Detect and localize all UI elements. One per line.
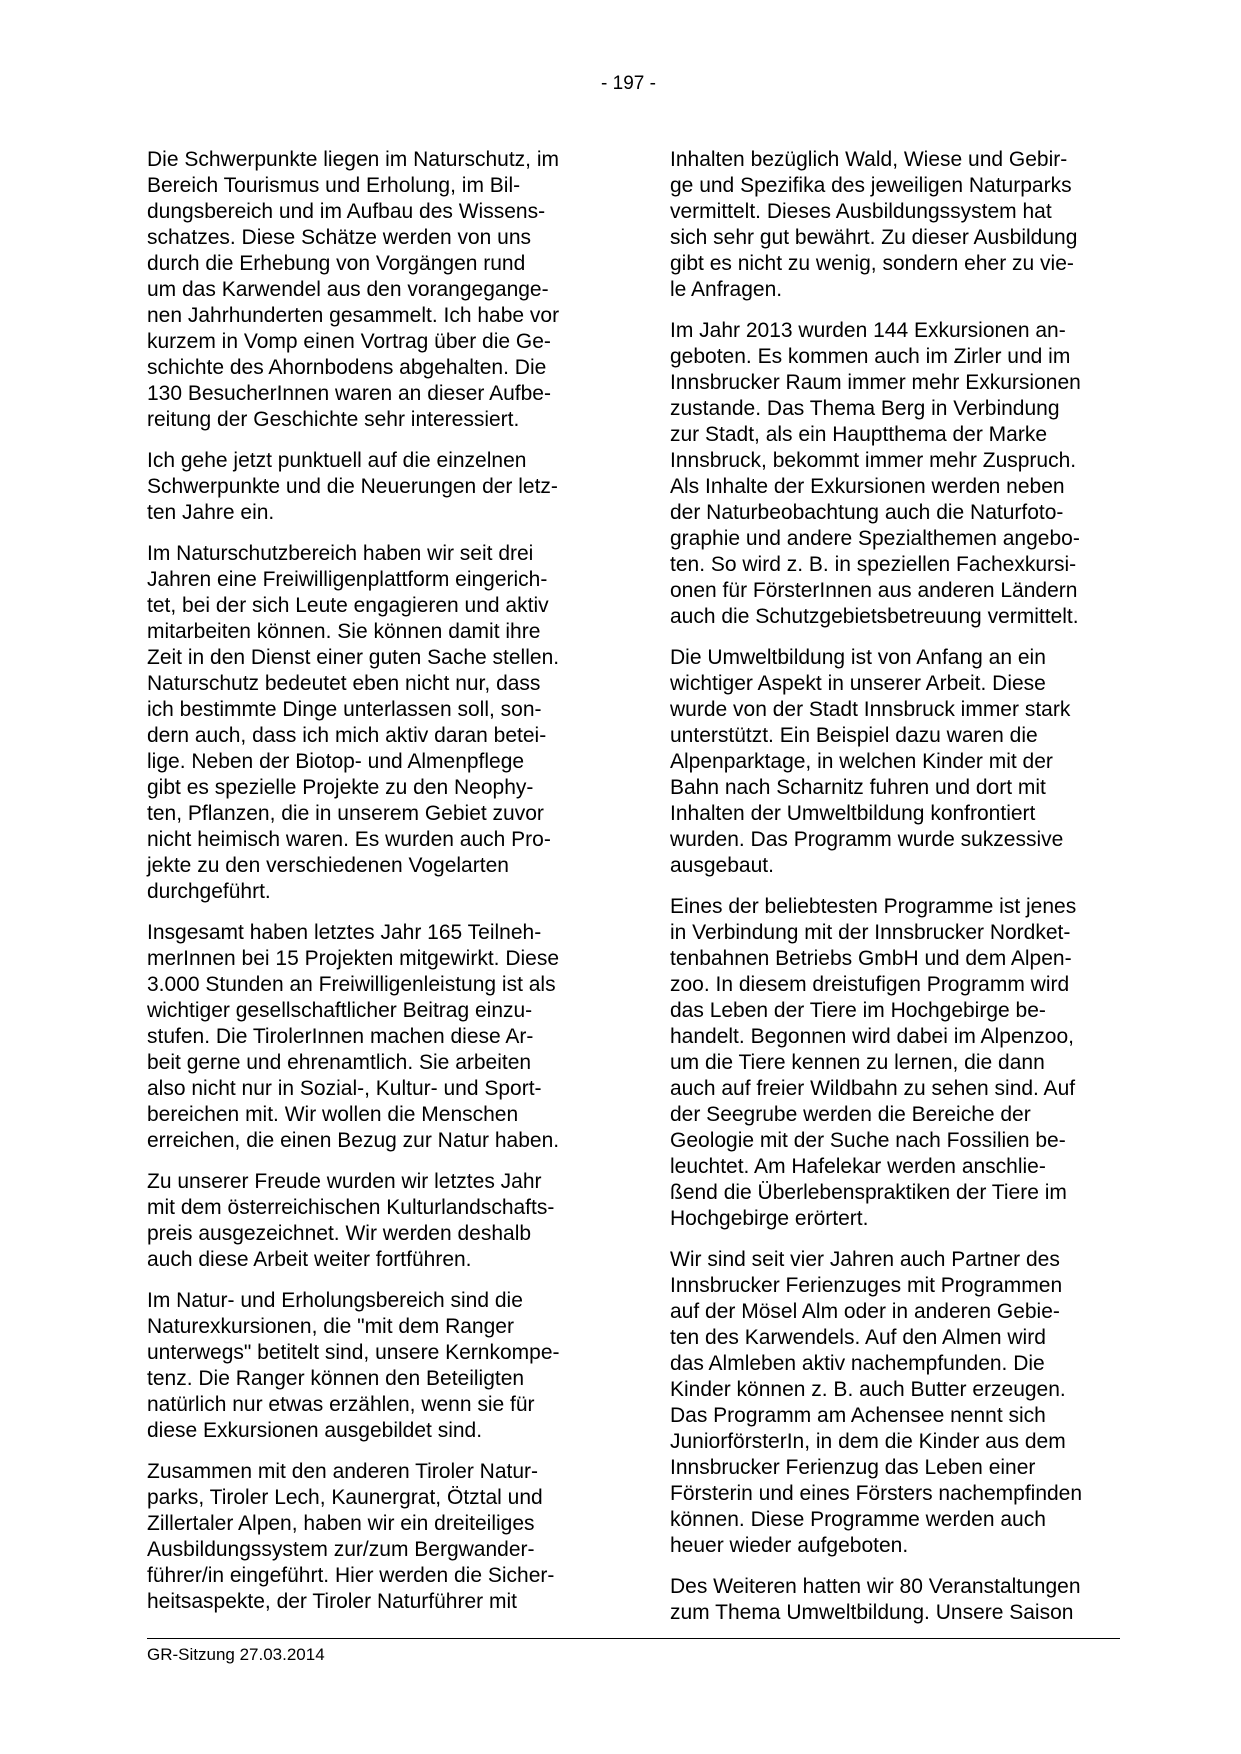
paragraph: Wir sind seit vier Jahren auch Partner des Innsbrucker Ferienzuges mit Programmen auf der Mösel Alm oder in anderen Gebie- ten des Karwendels. Auf den Almen wird das Almleben aktiv nachempfunden. Die Kinder können z. B. auch Butter erzeugen. Das Programm am Achensee nennt sich JuniorförsterIn, in dem die Kinder aus dem Innsbrucker Ferienzug das Leben einer Försterin und eines Försters nachempfinden können. Diese Programme werden auch heuer wieder aufgeboten. bbox=[670, 1248, 1083, 1557]
footer-divider bbox=[147, 1638, 1120, 1639]
right-column bbox=[670, 147, 1140, 1641]
paragraph: Des Weiteren hatten wir 80 Veranstaltungen zum Thema Umweltbildung. Unsere Saison bbox=[670, 1575, 1081, 1624]
paragraph: Inhalten bezüglich Wald, Wiese und Gebir- ge und Spezifika des jeweiligen Naturparks vermittelt. Dieses Ausbildungssystem hat sich sehr gut bewährt. Zu dieser Ausbildung gibt es nicht zu wenig, sondern eher zu vie- le Anfragen. bbox=[670, 148, 1078, 301]
paragraph: Im Naturschutzbereich haben wir seit drei Jahren eine Freiwilligenplattform eingerich- tet, bei der sich Leute engagieren und aktiv mitarbeiten können. Sie können damit ihre Zeit in den Dienst einer guten Sache stellen. Naturschutz bedeutet eben nicht nur, dass ich bestimmte Dinge unterlassen soll, son- dern auch, dass ich mich aktiv daran betei- lige. Neben der Biotop- und Almenpflege gibt es spezielle Projekte zu den Neophy- ten, Pflanzen, die in unserem Gebiet zuvor nicht heimisch waren. Es wurden auch Pro- jekte zu den verschiedenen Vogelarten durchgeführt. bbox=[147, 542, 560, 903]
page-number: - 197 - bbox=[601, 73, 656, 94]
left-column bbox=[147, 147, 617, 1630]
paragraph: Ich gehe jetzt punktuell auf die einzelnen Schwerpunkte und die Neuerungen der letz- ten Jahre ein. bbox=[147, 449, 558, 524]
paragraph: Zusammen mit den anderen Tiroler Natur- parks, Tiroler Lech, Kaunergrat, Ötztal und Zillertaler Alpen, haben wir ein dreiteiliges Ausbildungssystem zur/zum Bergwander- führer/in eingeführt. Hier werden die Sicher- heitsaspekte, der Tiroler Naturführer mit bbox=[147, 1460, 555, 1613]
paragraph: Eines der beliebtesten Programme ist jenes in Verbindung mit der Innsbrucker Nordket- tenbahnen Betriebs GmbH und dem Alpen- zoo. In diesem dreistufigen Programm wird das Leben der Tiere im Hochgebirge be- handelt. Begonnen wird dabei im Alpenzoo, um die Tiere kennen zu lernen, die dann auch auf freier Wildbahn zu sehen sind. Auf der Seegrube werden die Bereiche der Geologie mit der Suche nach Fossilien be- leuchtet. Am Hafelekar werden anschlie- ßend die Überlebenspraktiken der Tiere im Hochgebirge erörtert. bbox=[670, 895, 1077, 1230]
footer-session-date: GR-Sitzung 27.03.2014 bbox=[147, 1645, 325, 1664]
paragraph: Im Jahr 2013 wurden 144 Exkursionen an- geboten. Es kommen auch im Zirler und im Innsbrucker Raum immer mehr Exkursionen zustande. Das Thema Berg in Verbindung zur Stadt, als ein Hauptthema der Marke Innsbruck, bekommt immer mehr Zuspruch. Als Inhalte der Exkursionen werden neben der Naturbeobachtung auch die Naturfoto- graphie und andere Spezialthemen angebo- ten. So wird z. B. in speziellen Fachexkursi- onen für FörsterInnen aus anderen Ländern auch die Schutzgebietsbetreuung vermittelt. bbox=[670, 319, 1081, 628]
paragraph: Die Schwerpunkte liegen im Naturschutz, im Bereich Tourismus und Erholung, im Bil- dungsbereich und im Aufbau des Wissens- schatzes. Diese Schätze werden von uns durch die Erhebung von Vorgängen rund um das Karwendel aus den vorangegange- nen Jahrhunderten gesammelt. Ich habe vor kurzem in Vomp einen Vortrag über die Ge- schichte des Ahornbodens abgehalten. Die 130 BesucherInnen waren an dieser Aufbe- reitung der Geschichte sehr interessiert. bbox=[147, 148, 560, 431]
paragraph: Die Umweltbildung ist von Anfang an ein wichtiger Aspekt in unserer Arbeit. Diese wurde von der Stadt Innsbruck immer stark unterstützt. Ein Beispiel dazu waren die Alpenparktage, in welchen Kinder mit der Bahn nach Scharnitz fuhren und dort mit Inhalten der Umweltbildung konfrontiert wurden. Das Programm wurde sukzessive ausgebaut. bbox=[670, 646, 1071, 877]
paragraph: Zu unserer Freude wurden wir letztes Jahr mit dem österreichischen Kulturlandschafts- preis ausgezeichnet. Wir werden deshalb auch diese Arbeit weiter fortführen. bbox=[147, 1170, 555, 1271]
paragraph: Im Natur- und Erholungsbereich sind die Naturexkursionen, die "mit dem Ranger unterwegs" betitelt sind, unsere Kernkompe- tenz. Die Ranger können den Beteiligten natürlich nur etwas erzählen, wenn sie für diese Exkursionen ausgebildet sind. bbox=[147, 1289, 560, 1442]
paragraph: Insgesamt haben letztes Jahr 165 Teilneh- merInnen bei 15 Projekten mitgewirkt. Diese 3.000 Stunden an Freiwilligenleistung ist als wichtiger gesellschaftlicher Beitrag einzu- stufen. Die TirolerInnen machen diese Ar- beit gerne und ehrenamtlich. Sie arbeiten also nicht nur in Sozial-, Kultur- und Sport- bereichen mit. Wir wollen die Menschen erreichen, die einen Bezug zur Natur haben. bbox=[147, 921, 560, 1152]
